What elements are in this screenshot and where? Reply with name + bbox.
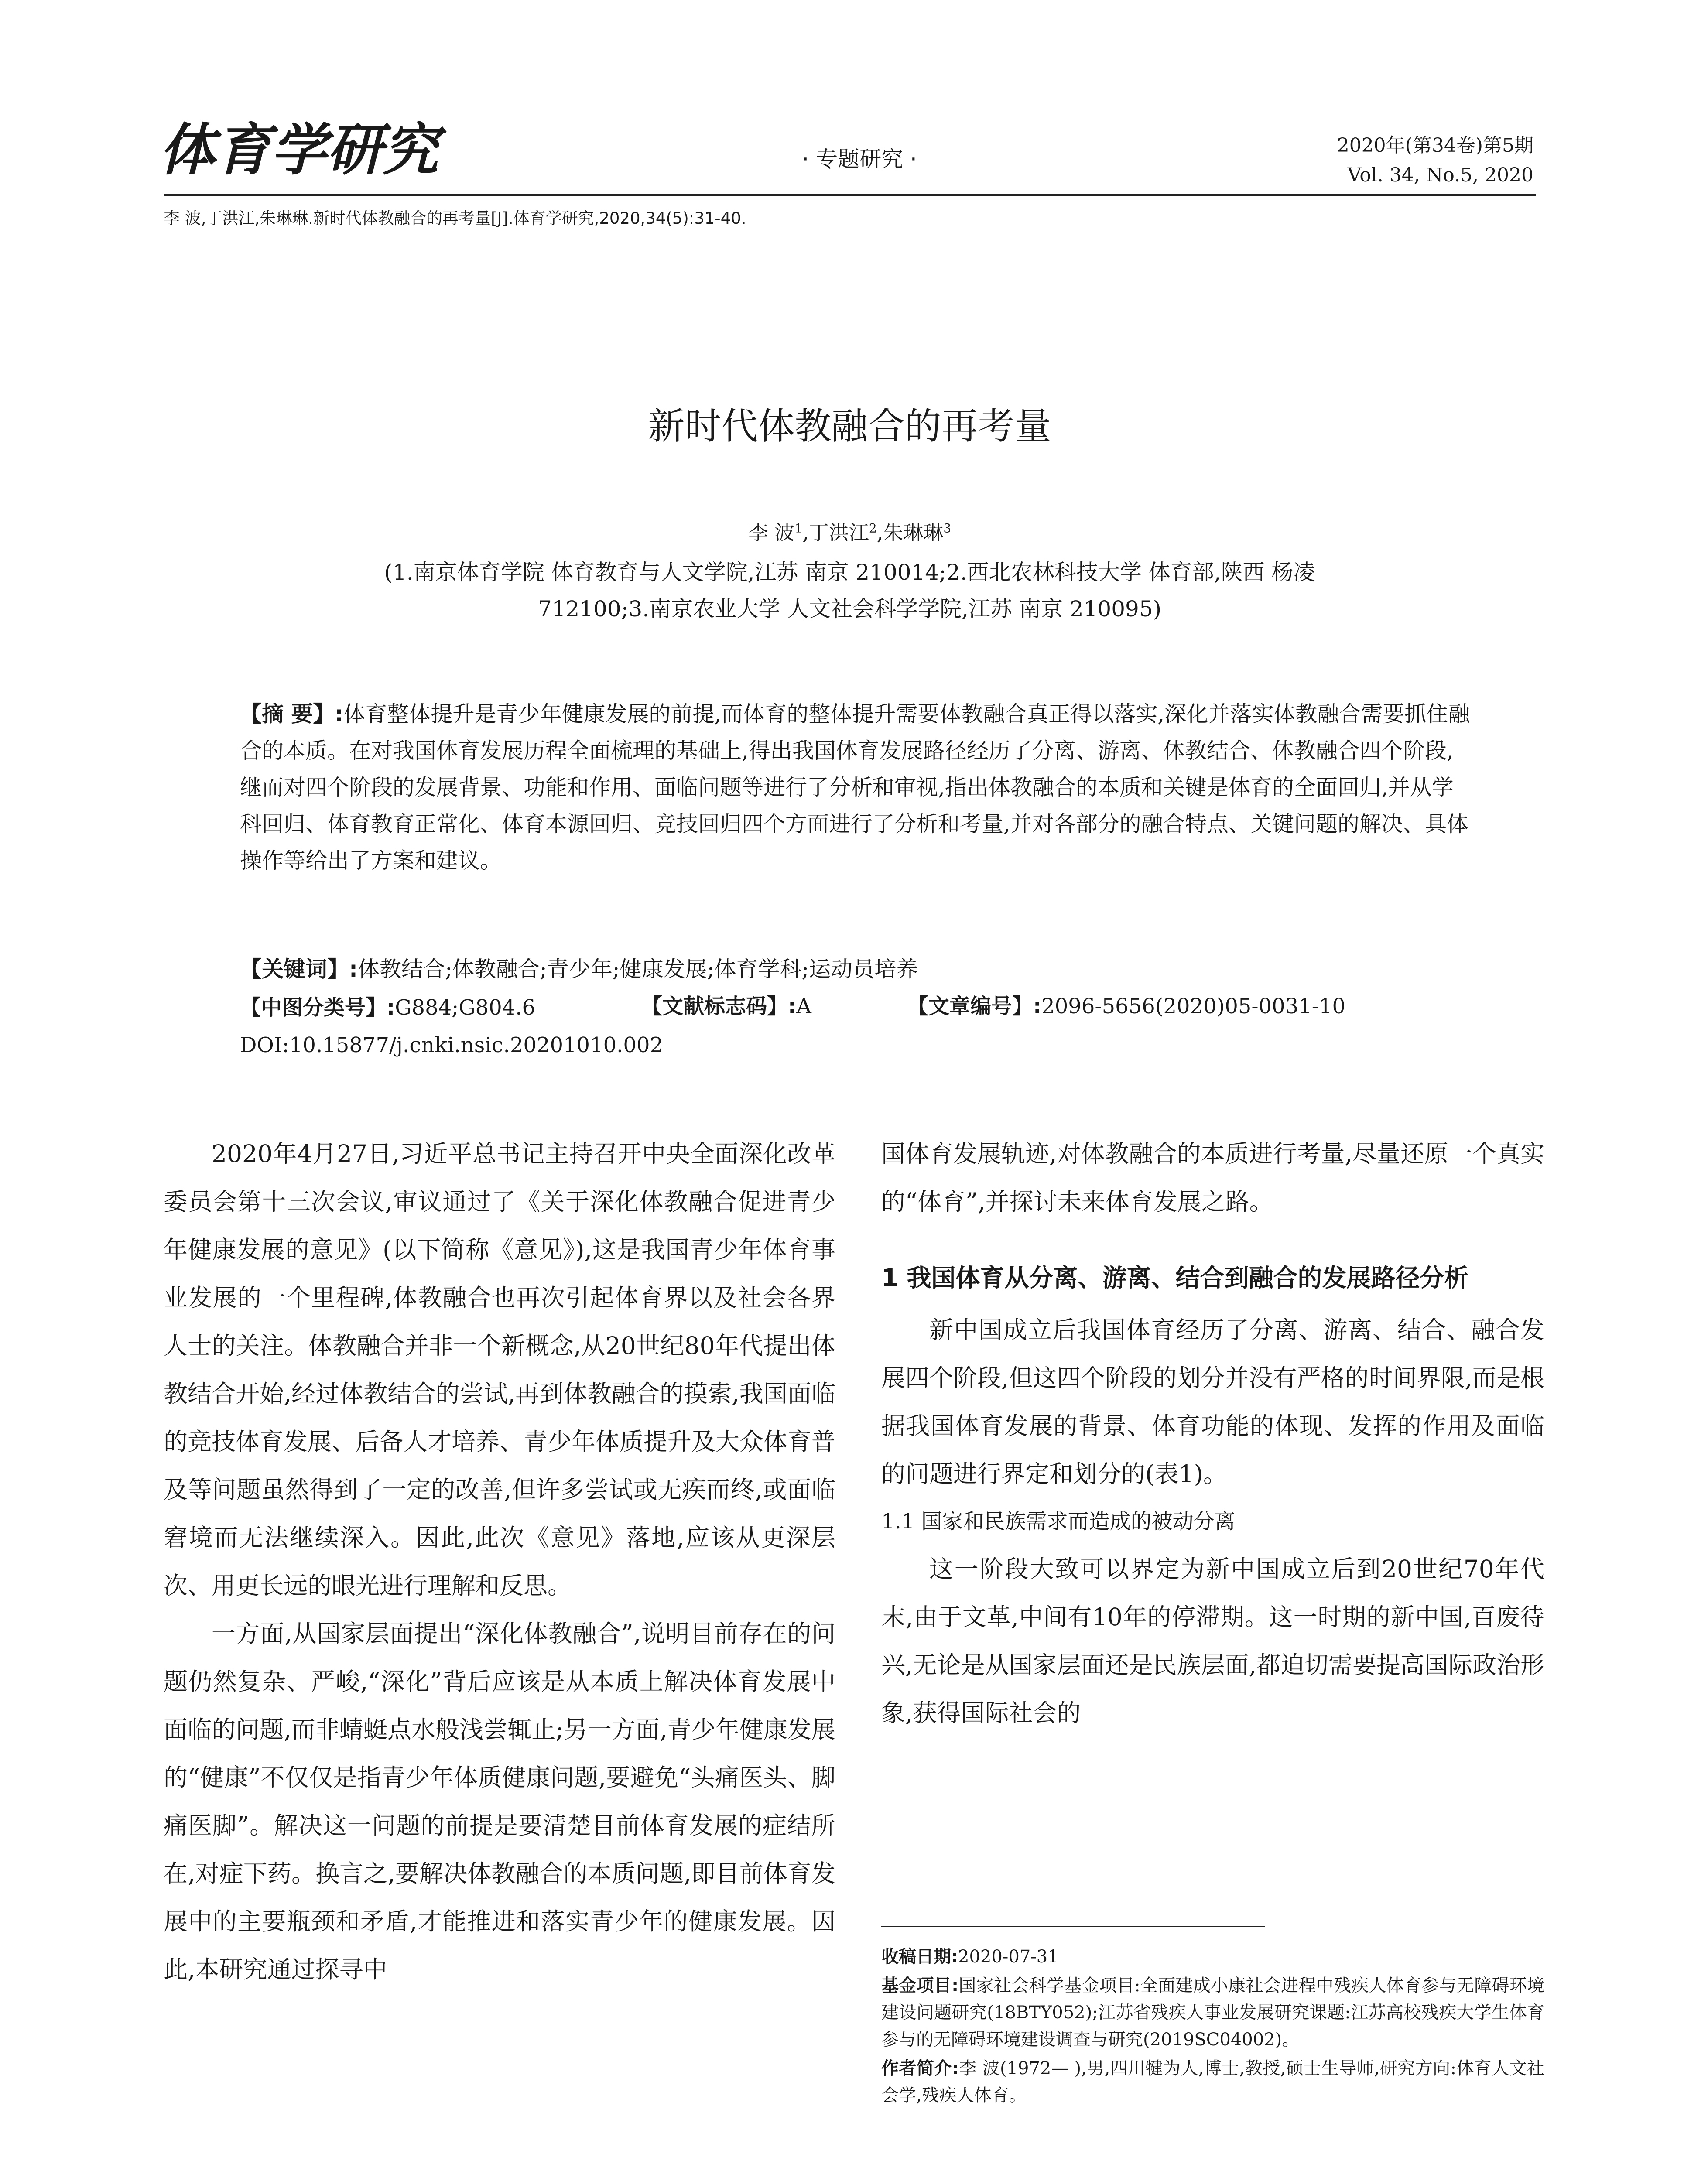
author-name: ,丁洪江 — [802, 521, 869, 544]
doi: DOI:10.15877/j.cnki.nsic.20201010.002 — [240, 1033, 664, 1057]
body-column-left — [164, 1130, 835, 1993]
body-column-right — [881, 1130, 1544, 1737]
issue-info — [1337, 131, 1533, 190]
footnote — [881, 1943, 1544, 2111]
author-affil-mark: 1 — [794, 521, 803, 536]
abstract-text: 体育整体提升是青少年健康发展的前提,而体育的整体提升需要体教融合真正得以落实,深化并落实体教融合需要抓住融合的本质。在对我国体育发展历程全面梳理的基础上,得出我国体育发展路径经历了分离、游离、体教结合、体教融合四个阶段,继而对四个阶段的发展背景、功能和作用、面临问题等进行了分析和审视,指出体教融合的本质和关键是体育的全面回归,并从学科回归、体育教育正常化、体育本源回归、竞技回归四个方面进行了分析和考量,并对各部分的融合特点、关键问题的解决、具体操作等给出了方案和建议。 — [240, 701, 1470, 873]
article-number-value: 2096-5656(2020)05-0031-10 — [1041, 994, 1346, 1019]
author-name: ,朱琳琳 — [876, 521, 944, 544]
subsection-heading: 1.1 国家和民族需求而造成的被动分离 — [881, 1509, 1236, 1534]
keywords — [240, 951, 1470, 988]
body-paragraph: 这一阶段大致可以界定为新中国成立后到20世纪70年代末,由于文革,中间有10年的停滞期。这一时期的新中国,百废待兴,无论是从国家层面还是民族层面,都迫切需要提高国际政治形象,获得国际社会的 — [881, 1555, 1544, 1727]
doc-code-label: 【文献标志码】: — [641, 994, 797, 1019]
clc-label: 【中图分类号】: — [240, 995, 395, 1020]
received-label: 收稿日期: — [881, 1947, 958, 1967]
author-affil-mark: 2 — [869, 521, 877, 536]
document-code — [641, 989, 811, 1019]
keywords-text: 体教结合;体教融合;青少年;健康发展;体育学科;运动员培养 — [358, 957, 918, 982]
citation-line: 李 波,丁洪江,朱琳琳.新时代体教融合的再考量[J].体育学研究,2020,34(5):31-40. — [164, 209, 746, 228]
header-rule — [164, 194, 1536, 196]
received-date — [881, 1943, 1544, 1970]
abstract-label: 【摘 要】: — [240, 701, 344, 727]
received-value: 2020-07-31 — [958, 1947, 1059, 1967]
footnote-rule — [881, 1926, 1265, 1927]
issue-line-en: Vol. 34, No.5, 2020 — [1347, 164, 1533, 186]
body-paragraph: 一方面,从国家层面提出“深化体教融合”,说明目前存在的问题仍然复杂、严峻,“深化”背后应该是从本质上解决体育发展中面临的问题,而非蜻蜓点水般浅尝辄止;另一方面,青少年健康发展的“健康”不仅仅是指青少年体质健康问题,要避免“头痛医头、脚痛医脚”。解决这一问题的前提是要清楚目前体育发展的症结所在,对症下药。换言之,要解决体教融合的本质问题,即目前体育发展中的主要瓶颈和矛盾,才能推进和落实青少年的健康发展。因此,本研究通过探寻中 — [164, 1620, 835, 1983]
article-number-label: 【文章编号】: — [907, 994, 1042, 1019]
affiliations — [164, 554, 1536, 627]
journal-logo — [159, 118, 447, 183]
affiliation-line: 712100;3.南京农业大学 人文社会科学学院,江苏 南京 210095) — [537, 596, 1162, 622]
author-name: 李 波 — [748, 521, 795, 544]
article-number — [907, 989, 1345, 1019]
section-heading: 1 我国体育从分离、游离、结合到融合的发展路径分析 — [881, 1264, 1469, 1292]
issue-line-cn: 2020年(第34卷)第5期 — [1337, 134, 1533, 157]
author-bio-label: 作者简介: — [881, 2058, 959, 2078]
fund-value: 国家社会科学基金项目:全面建成小康社会进程中残疾人体育参与无障碍环境建设问题研究(18BTY052);江苏省残疾人事业发展研究课题:江苏高校残疾大学生体育参与的无障碍环境建设调查与研究(2019SC04002)。 — [881, 1976, 1544, 2050]
keywords-label: 【关键词】: — [240, 957, 358, 982]
author-bio-value: 李 波(1972— ),男,四川犍为人,博士,教授,硕士生导师,研究方向:体育人文社会学,残疾人体育。 — [881, 2058, 1545, 2106]
fund-label: 基金项目: — [881, 1976, 959, 1996]
body-paragraph: 国体育发展轨迹,对体教融合的本质进行考量,尽量还原一个真实的“体育”,并探讨未来体育发展之路。 — [881, 1140, 1544, 1216]
body-paragraph: 新中国成立后我国体育经历了分离、游离、结合、融合发展四个阶段,但这四个阶段的划分并没有严格的时间界限,而是根据我国体育发展的背景、体育功能的体现、发挥的作用及面临的问题进行界定和划分的(表1)。 — [881, 1316, 1544, 1488]
author-line — [164, 517, 1536, 546]
section-label: · 专题研究 · — [802, 147, 917, 172]
body-paragraph: 2020年4月27日,习近平总书记主持召开中央全面深化改革委员会第十三次会议,审议通过了《关于深化体教融合促进青少年健康发展的意见》(以下简称《意见》),这是我国青少年体育事业发展的一个里程碑,体教融合也再次引起体育界以及社会各界人士的关注。体教融合并非一个新概念,从20世纪80年代提出体教结合开始,经过体教结合的尝试,再到体教融合的摸索,我国面临的竞技体育发展、后备人才培养、青少年体质提升及大众体育普及等问题虽然得到了一定的改善,但许多尝试或无疾而终,或面临窘境而无法继续深入。因此,此次《意见》落地,应该从更深层次、用更长远的眼光进行理解和反思。 — [164, 1140, 836, 1600]
author-bio — [881, 2055, 1544, 2109]
fund-info — [881, 1972, 1544, 2053]
article-title: 新时代体教融合的再考量 — [648, 405, 1051, 448]
abstract — [240, 696, 1470, 879]
clc-value: G884;G804.6 — [395, 995, 536, 1020]
author-affil-mark: 3 — [943, 521, 952, 536]
svg-text:体育学研究: 体育学研究 — [159, 118, 439, 183]
doc-code-value: A — [796, 994, 811, 1019]
affiliation-line: (1.南京体育学院 体育教育与人文学院,江苏 南京 210014;2.西北农林科技大学 体育部,陕西 杨凌 — [384, 560, 1315, 585]
